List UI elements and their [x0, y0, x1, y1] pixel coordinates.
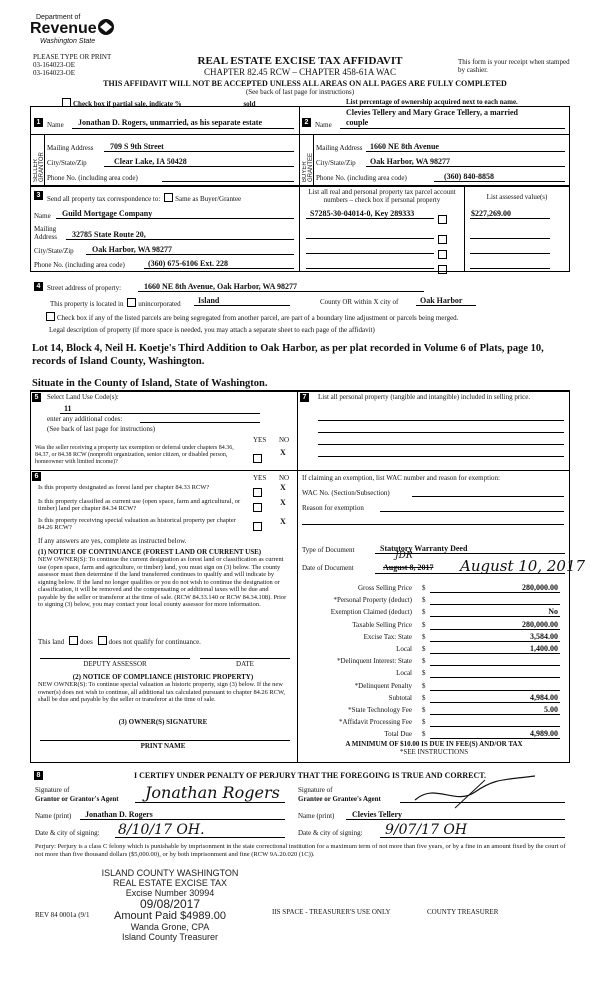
calc-label: Gross Selling Price: [357, 584, 412, 592]
doc-date-handwritten[interactable]: August 10, 2017: [460, 557, 586, 575]
doc-date-label: Date of Document: [302, 564, 354, 572]
segregated-label: Check box if any of the listed parcels are being segregated from another parcel, are part of a boundary line adjustment or parcels being merged.: [57, 314, 459, 322]
seller-city[interactable]: Clear Lake, IA 50428: [114, 157, 187, 166]
form-code-1: 03-164023-OE: [33, 61, 75, 69]
street-label: Street address of property:: [47, 284, 122, 292]
doc-type-label: Type of Document: [302, 546, 355, 554]
seller-phone-label: Phone No. (including area code): [47, 174, 138, 182]
doc-date-initials: JDR: [395, 551, 413, 561]
certify-text: I CERTIFY UNDER PENALTY OF PERJURY THAT THE FOREGOING IS TRUE AND CORRECT.: [133, 771, 486, 780]
segregated-checkbox[interactable]: [46, 312, 55, 321]
calc-label: Subtotal: [388, 693, 412, 702]
section6-no-header: NO: [279, 474, 290, 482]
exemption-yes-checkbox[interactable]: [253, 449, 264, 467]
sold-label: sold: [243, 100, 256, 108]
ownership-note: List percentage of ownership acquired next to each name.: [346, 98, 518, 106]
print-note: PLEASE TYPE OR PRINT: [33, 53, 112, 61]
does-checkbox[interactable]: [69, 636, 78, 645]
calc-dollar-sign: $: [422, 718, 426, 727]
reason-label: Reason for exemption: [302, 504, 364, 512]
calc-value[interactable]: 3,584.00: [530, 631, 558, 641]
correspondence-name-label: Name: [34, 212, 51, 220]
same-as-buyer-label: Same as Buyer/Grantee: [175, 195, 242, 203]
section-4-number: 4: [34, 282, 43, 291]
parcel-header: List all real and personal property tax parcel account numbers – check box if personal property: [308, 188, 456, 204]
stamp-line-4: 09/08/2017: [139, 897, 201, 911]
grantee-sig-label-2: Grantee or Grantee's Agent: [298, 795, 381, 803]
calc-dollar-sign: $: [422, 669, 426, 678]
calc-label: Total Due: [384, 730, 412, 739]
correspondence-phone-label: Phone No. (including area code): [34, 261, 125, 269]
calc-value[interactable]: 4,984.00: [530, 692, 558, 702]
grantor-name[interactable]: Jonathan D. Rogers: [85, 810, 153, 819]
section6-yes-header: YES: [253, 474, 267, 482]
calc-underline: [430, 629, 560, 630]
form-title: REAL ESTATE EXCISE TAX AFFIDAVIT: [197, 55, 403, 67]
section-8-number: 8: [34, 771, 43, 780]
deputy-assessor-label: DEPUTY ASSESSOR: [83, 660, 147, 668]
grantee-sig-label-1: Signature of: [298, 786, 333, 794]
current-use-no-mark[interactable]: X: [280, 498, 286, 507]
grantor-sig-label-1: Signature of: [35, 786, 70, 794]
buyer-name-line2[interactable]: couple: [346, 118, 369, 127]
county-treasurer-label: COUNTY TREASURER: [427, 908, 499, 916]
see-back-note: (See back of last page for instructions): [245, 88, 355, 96]
calc-value[interactable]: 1,400.00: [530, 644, 558, 653]
grantor-signature[interactable]: Jonathan Rogers: [145, 783, 280, 802]
rev-code: REV 84 0001a (9/1: [35, 911, 90, 919]
assessed-value[interactable]: $227,269.00: [471, 209, 511, 218]
section-5-number: 5: [32, 393, 41, 402]
calc-dollar-sign: $: [422, 693, 426, 702]
calc-label: *Delinquent Interest: State: [336, 657, 412, 666]
calc-underline: [430, 726, 560, 727]
calc-label: Excise Tax: State: [363, 632, 412, 641]
agency-line1: Department of: [36, 14, 81, 21]
doc-type[interactable]: Statutory Warranty Deed: [380, 544, 468, 553]
buyer-mailing-label: Mailing Address: [316, 144, 363, 152]
parcel-checkbox-4[interactable]: [438, 260, 449, 278]
treasurer-use-only: IIS SPACE - TREASURER'S USE ONLY: [272, 908, 391, 916]
calc-label: *Delinquent Penalty: [354, 681, 412, 690]
calc-label: Local: [396, 669, 412, 678]
grantee-date[interactable]: 9/07/17 OH: [385, 822, 468, 838]
grantor-date-label: Date & city of signing:: [35, 829, 100, 837]
correspondence-mailing[interactable]: 32785 State Route 20,: [72, 230, 146, 239]
parcel-number[interactable]: S7285-30-04014-0, Key 289333: [310, 209, 415, 218]
calc-dollar-sign: $: [422, 620, 426, 629]
seller-name-label: Name: [47, 121, 64, 129]
land-use-code[interactable]: 11: [64, 404, 72, 413]
historic-no-mark[interactable]: X: [280, 517, 286, 526]
calc-label: *Affidavit Processing Fee: [339, 718, 412, 727]
calc-value[interactable]: 280,000.00: [522, 619, 558, 629]
buyer-mailing[interactable]: 1660 NE 8th Avenue: [370, 142, 439, 151]
stamp-line-6: Wanda Grone, CPA: [130, 922, 210, 932]
legal-description[interactable]: Lot 14, Block 4, Neil H. Koetje's Third Addition to Oak Harbor, as per plat recorded in Volume 6 of Plats, page 10, records of Island County, Washington.: [32, 343, 544, 367]
buyer-name-label: Name: [315, 121, 332, 129]
wac-label: WAC No. (Section/Subsection): [302, 489, 390, 497]
calc-underline: [430, 665, 560, 666]
calc-dollar-sign: $: [422, 681, 426, 690]
notice1-body: NEW OWNER(S): To continue the current designation as forest land or classification as current use (open space, farm and agriculture, or timber) land, you must sign on (3) below. The county assessor must then determine if the land transferred continues to qualify and will indicate by signing below. If the land no longer qualifies or you do not wish to continue the designation or classification, it will be removed and the compensating or additional taxes will be due and payable by the seller or transferor at the time of sale. (RCW 84.33.140 or RCW 84.34.108). Prior to signing (3) below, you may contact your local county assessor for more information.: [38, 556, 287, 608]
section-1-number: 1: [34, 118, 43, 127]
calc-underline: [430, 677, 560, 678]
calc-underline: [430, 604, 560, 605]
notice2-title: (2) NOTICE OF COMPLIANCE (HISTORIC PROPERTY): [72, 673, 254, 681]
current-use-question: Is this property classified as current use (open space, farm and agricultural, or timber) land per chapter 84.34 RCW?: [38, 498, 241, 512]
calc-underline: [430, 592, 560, 593]
calc-dollar-sign: $: [422, 645, 426, 653]
additional-codes-label: enter any additional codes:: [47, 415, 123, 423]
does-label: does: [80, 638, 93, 646]
wa-logo-icon: [96, 18, 116, 36]
city-name[interactable]: Oak Harbor: [420, 296, 463, 305]
calc-underline: [430, 641, 560, 642]
calc-underline: [430, 714, 560, 715]
section-6-number: 6: [32, 472, 41, 481]
calc-label: *Personal Property (deduct): [333, 596, 412, 605]
warning-text: THIS AFFIDAVIT WILL NOT BE ACCEPTED UNLESS ALL AREAS ON ALL PAGES ARE FULLY COMPLETED: [103, 79, 507, 88]
grantee-name[interactable]: Clevies Tellery: [352, 810, 402, 819]
stamp-line-5: Amount Paid $4989.00: [114, 910, 226, 922]
buyer-side-label: BUYER GRANTEE: [302, 152, 314, 182]
grantee-date-label: Date & city of signing:: [298, 829, 363, 837]
this-land-label: This land: [38, 638, 65, 646]
land-qualify-row: [38, 636, 201, 646]
calc-label: Taxable Selling Price: [352, 620, 412, 629]
buyer-phone-label: Phone No. (including area code): [316, 174, 407, 182]
historic-yes-checkbox[interactable]: [253, 517, 264, 535]
calc-value[interactable]: No: [548, 607, 558, 617]
calc-dollar-sign: $: [422, 706, 426, 714]
buyer-city[interactable]: Oak Harbor, WA 98277: [370, 157, 451, 166]
notice2-body: NEW OWNER(S): To continue special valuation as historic property, sign (3) below. If the new owner(s) does not wish to continue, all additional tax calculated pursuant to chapter 84.26 RCW, shall be due and payable by the seller or transferor at the time of sale.: [38, 681, 285, 703]
seller-name[interactable]: Jonathan D. Rogers, unmarried, as his separate estate: [78, 118, 262, 127]
section-7-number: 7: [300, 393, 309, 402]
historic-question: Is this property receiving special valuation as historical property per chapter 84.26 RCW?: [38, 517, 236, 531]
calc-dollar-sign: $: [422, 632, 426, 641]
buyer-phone[interactable]: (360) 840-8858: [444, 172, 494, 181]
see-instructions-note: *SEE INSTRUCTIONS: [399, 748, 469, 756]
exemption-question: Was the seller receiving a property tax exemption or deferral under chapters 84.36, 84.37, or 84.38 RCW (nonprofit organization, senior citizen, or disabled person, homeowner with limited income)?: [35, 445, 234, 465]
grantee-name-label: Name (print): [298, 812, 335, 820]
does-not-checkbox[interactable]: [98, 636, 107, 645]
form-code-2: 03-164023-OE: [33, 69, 75, 77]
exemption-claim-label: If claiming an exemption, list WAC number and reason for exemption:: [302, 474, 500, 482]
seller-mailing-label: Mailing Address: [47, 144, 94, 152]
correspondence-city-label: City/State/Zip: [34, 247, 74, 255]
land-use-see-back: (See back of last page for instructions): [47, 425, 156, 433]
forest-no-mark[interactable]: X: [280, 483, 286, 492]
correspondence-mailing-label-2: Address: [34, 233, 57, 241]
calc-underline: [430, 653, 560, 654]
seller-side-label: SELLER GRANTOR: [33, 152, 45, 182]
unincorporated-label: unincorporated: [138, 300, 181, 308]
calc-dollar-sign: $: [422, 730, 426, 739]
correspondence-label: Send all property tax correspondence to:: [47, 195, 161, 203]
county-within-label: County OR within X city of: [320, 298, 399, 306]
county-name[interactable]: Island: [198, 296, 220, 305]
agency-line3: Washington State: [40, 38, 96, 45]
segregated-row: [46, 312, 458, 322]
calc-value[interactable]: 5.00: [544, 705, 558, 714]
assessed-header: List assessed value(s): [486, 193, 548, 201]
calc-underline: [430, 616, 560, 617]
calc-label: Exemption Claimed (deduct): [330, 608, 412, 617]
current-use-yes-checkbox[interactable]: [253, 498, 264, 516]
minimum-due-note: A MINIMUM OF $10.00 IS DUE IN FEE(S) AND/OR TAX: [345, 740, 523, 748]
date-label: DATE: [236, 660, 254, 668]
correspondence-name[interactable]: Guild Mortgage Company: [62, 209, 153, 218]
calc-label: *State Technology Fee: [348, 706, 412, 714]
seller-mailing[interactable]: 709 S 9th Street: [110, 142, 164, 151]
revenue-logo: [30, 14, 120, 54]
unincorporated-checkbox[interactable]: [127, 298, 136, 307]
stamp-line-7: Island County Treasurer: [121, 932, 219, 942]
buyer-city-label: City/State/Zip: [316, 159, 356, 167]
calc-underline: [430, 702, 560, 703]
calc-underline: [430, 690, 560, 691]
stamp-line-2: REAL ESTATE EXCISE TAX: [112, 878, 228, 888]
forest-land-question: Is this property designated as forest land per chapter 84.33 RCW?: [38, 484, 210, 491]
receipt-note: This form is your receipt when stamped by cashier.: [458, 58, 570, 74]
street-address[interactable]: 1660 NE 8th Avenue, Oak Harbor, WA 98277: [144, 282, 297, 291]
partial-sale-label: Check box if partial sale, indicate %: [73, 100, 182, 108]
calc-dollar-sign: $: [422, 596, 426, 605]
legal-label: Legal description of property (if more space is needed, you may attach a separate sheet to each page of the affidavit): [49, 326, 375, 334]
same-as-buyer-checkbox[interactable]: [164, 193, 173, 202]
form-subtitle: CHAPTER 82.45 RCW – CHAPTER 458-61A WAC: [204, 67, 396, 77]
land-use-label: Select Land Use Code(s):: [47, 393, 119, 401]
if-yes-note: If any answers are yes, complete as instructed below.: [38, 537, 187, 545]
buyer-name-line1[interactable]: Clevies Tellery and Mary Grace Tellery, a married: [346, 108, 518, 117]
grantor-name-label: Name (print): [35, 812, 72, 820]
grantor-date[interactable]: 8/10/17 OH.: [118, 822, 205, 838]
does-not-label: does not qualify for continuance.: [108, 638, 201, 646]
stamp-line-3: Excise Number 30994: [125, 888, 215, 898]
located-label: This property is located in: [50, 300, 124, 308]
calc-value[interactable]: 280,000.00: [522, 583, 558, 592]
seller-city-label: City/State/Zip: [47, 159, 87, 167]
section-2-number: 2: [302, 118, 311, 127]
calc-dollar-sign: $: [422, 657, 426, 666]
perjury-note: Perjury: Perjury is a class C felony which is punishable by imprisonment in the state correctional institution for a maximum term of not more than five years, or by a fine in an amount fixed by the court of not more than five thousand dollars ($5,000.00), or by both imprisonment and fine (RCW 9A.20.020 (1C)).: [35, 843, 566, 858]
grantor-sig-label-2: Grantor or Grantor's Agent: [35, 795, 119, 803]
correspondence-mailing-label-1: Mailing: [34, 225, 57, 233]
section-3-number: 3: [34, 191, 43, 200]
correspondence-city[interactable]: Oak Harbor, WA 98277: [92, 245, 173, 254]
grantee-signature-icon: [395, 772, 545, 812]
situate-text: Situate in the County of Island, State of Washington.: [32, 378, 268, 389]
correspondence-phone[interactable]: (360) 675-6106 Ext. 228: [148, 259, 228, 268]
calc-value[interactable]: 4,989.00: [530, 729, 558, 739]
calc-label: Local: [396, 645, 412, 653]
correspondence-row: [47, 193, 241, 203]
parcel-checkbox-1[interactable]: [438, 210, 449, 228]
located-row: [50, 298, 181, 308]
doc-date-struck[interactable]: August 8, 2017: [383, 563, 434, 572]
owner-signature-label: (3) OWNER(S) SIGNATURE: [118, 718, 208, 726]
treasurer-stamp: [80, 868, 260, 942]
print-name-label: PRINT NAME: [140, 742, 186, 750]
section5-no-header: NO: [279, 436, 290, 444]
notice1-title: (1) NOTICE OF CONTINUANCE (FOREST LAND OR CURRENT USE): [38, 548, 262, 556]
exemption-no-mark[interactable]: X: [280, 448, 286, 457]
agency-line2: Revenue: [30, 20, 97, 37]
stamp-line-1: ISLAND COUNTY WASHINGTON: [101, 868, 239, 878]
calc-dollar-sign: $: [422, 608, 426, 617]
section5-yes-header: YES: [253, 436, 267, 444]
calc-dollar-sign: $: [422, 584, 426, 592]
personal-property-label: List all personal property (tangible and intangible) included in selling price.: [318, 393, 531, 401]
